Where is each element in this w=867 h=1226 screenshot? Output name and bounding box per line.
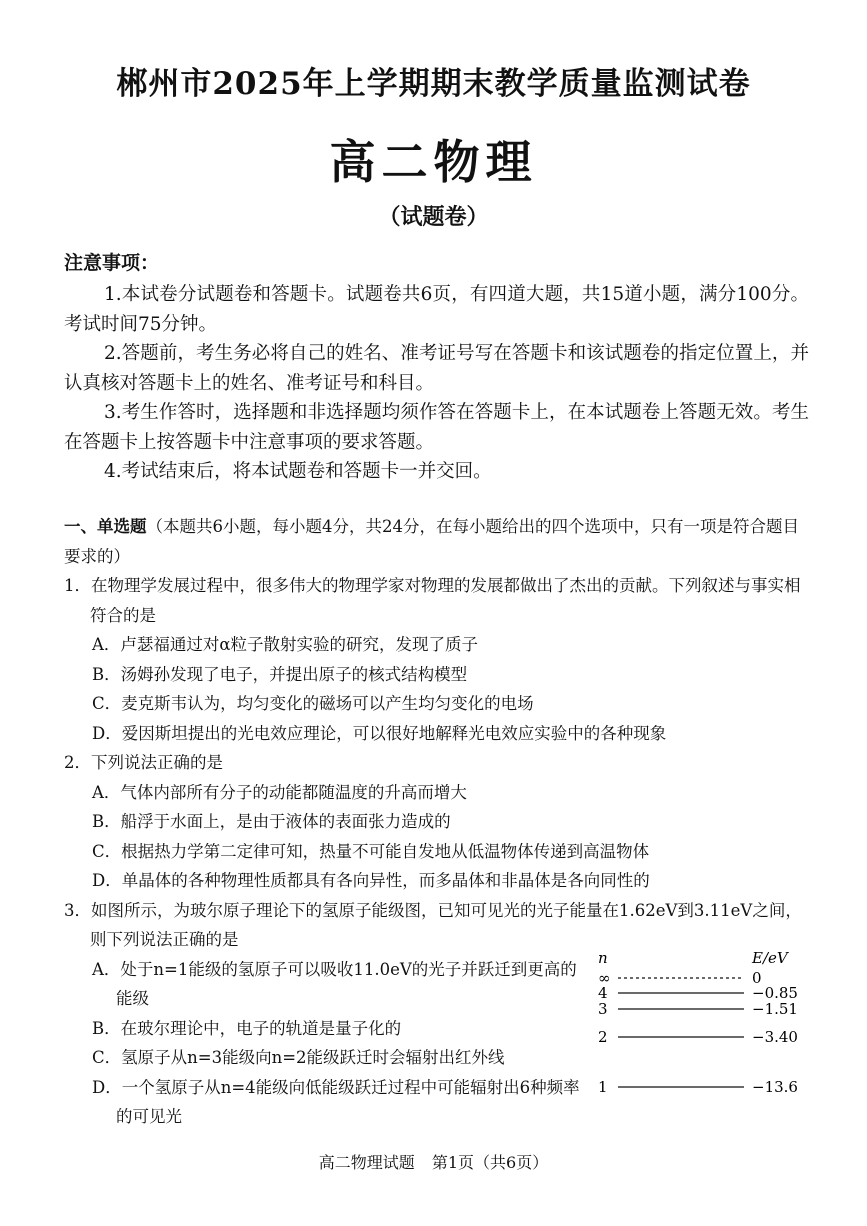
energy-level-1 (598, 1078, 798, 1096)
level-n-label: 2 (598, 1028, 608, 1046)
paper-type-label: （试题卷） (378, 205, 489, 230)
option-d: D．爱因斯坦提出的光电效应理论，可以很好地解释光电效应实验中的各种现象 (92, 723, 667, 743)
option-c: C．根据热力学第二定律可知，热量不可能自发地从低温物体传递到高温物体 (92, 841, 650, 861)
option-a: A．卢瑟福通过对α粒子散射实验的研究，发现了质子 (92, 635, 479, 654)
energy-level-2 (598, 1028, 798, 1046)
note-item: 3.考生作答时，选择题和非选择题均须作答在答题卡上，在本试题卷上答题无效。考生在答题卡上按答题卡中注意事项的要求答题。 (64, 402, 809, 453)
notes-heading: 注意事项： (64, 252, 160, 274)
question-2 (64, 748, 809, 896)
level-n-label: 1 (598, 1078, 608, 1096)
level-energy-label: 0 (752, 969, 762, 987)
question-stem: 1．在物理学发展过程中，很多伟大的物理学家对物理的发展都做出了杰出的贡献。下列叙述与事实相符合的是 (64, 576, 801, 625)
section-heading (64, 512, 809, 571)
level-n-label: 3 (598, 1000, 608, 1018)
option-d: D．单晶体的各种物理性质都具有各向异性，而多晶体和非晶体是各向同性的 (92, 871, 650, 890)
note-item: 2.答题前，考生务必将自己的姓名、准考证号写在答题卡和该试题卷的指定位置上，并认真核对答题卡上的姓名、准考证号和科目。 (64, 343, 809, 394)
n-axis-label: n (598, 949, 608, 967)
question-options (64, 955, 584, 1132)
option-c: C．氢原子从n=3能级向n=2能级跃迁时会辐射出红外线 (92, 1048, 505, 1067)
energy-levels (598, 969, 798, 1096)
level-n-label: ∞ (598, 969, 611, 987)
option-a: A．气体内部所有分子的动能都随温度的升高而增大 (92, 782, 467, 802)
energy-axis-label: E/eV (752, 949, 788, 967)
hydrogen-energy-level-diagram (592, 946, 807, 1106)
question-stem: 2．下列说法正确的是 (64, 753, 223, 772)
option-c: C．麦克斯韦认为，均匀变化的磁场可以产生均匀变化的电场 (92, 694, 534, 713)
level-energy-label: −3.40 (752, 1028, 798, 1046)
level-energy-label: −0.85 (752, 984, 798, 1002)
notes-list (64, 280, 809, 487)
energy-level-∞ (598, 969, 762, 987)
section-title: 一、单选题 (64, 517, 147, 536)
level-energy-label: −13.6 (752, 1078, 798, 1096)
footer-subject: 高二物理试题 (318, 1153, 415, 1172)
footer-page-number: 第1页（共6页） (431, 1153, 549, 1172)
level-energy-label: −1.51 (752, 1000, 798, 1018)
option-d: D．一个氢原子从n=4能级向低能级跃迁过程中可能辐射出6种频率的可见光 (92, 1077, 580, 1126)
question-stem: 3．如图所示，为玻尔原子理论下的氢原子能级图，已知可见光的光子能量在1.62eV到3.11eV之间，则下列说法正确的是 (64, 900, 802, 949)
subject-title: 高二物理 (329, 135, 538, 189)
level-n-label: 4 (598, 984, 608, 1002)
energy-level-3 (598, 1000, 798, 1018)
option-b: B．汤姆孙发现了电子，并提出原子的核式结构模型 (92, 664, 468, 684)
option-b: B．在玻尔理论中，电子的轨道是量子化的 (92, 1018, 402, 1038)
section-instruction: （本题共6小题，每小题4分，共24分，在每小题给出的四个选项中，只有一项是符合题目要求的） (64, 517, 799, 566)
note-item: 1.本试卷分试题卷和答题卡。试题卷共6页，有四道大题，共15道小题，满分100分。考试时间75分钟。 (64, 284, 809, 335)
exam-title: 郴州市2025年上学期期末教学质量监测试卷 (116, 66, 751, 102)
note-item: 4.考试结束后，将本试题卷和答题卡一并交回。 (104, 461, 492, 482)
option-a: A．处于n=1能级的氢原子可以吸收11.0eV的光子并跃迁到更高的能级 (92, 959, 577, 1008)
page-footer (0, 1150, 867, 1173)
question-1 (64, 571, 809, 748)
option-b: B．船浮于水面上，是由于液体的表面张力造成的 (92, 812, 451, 831)
